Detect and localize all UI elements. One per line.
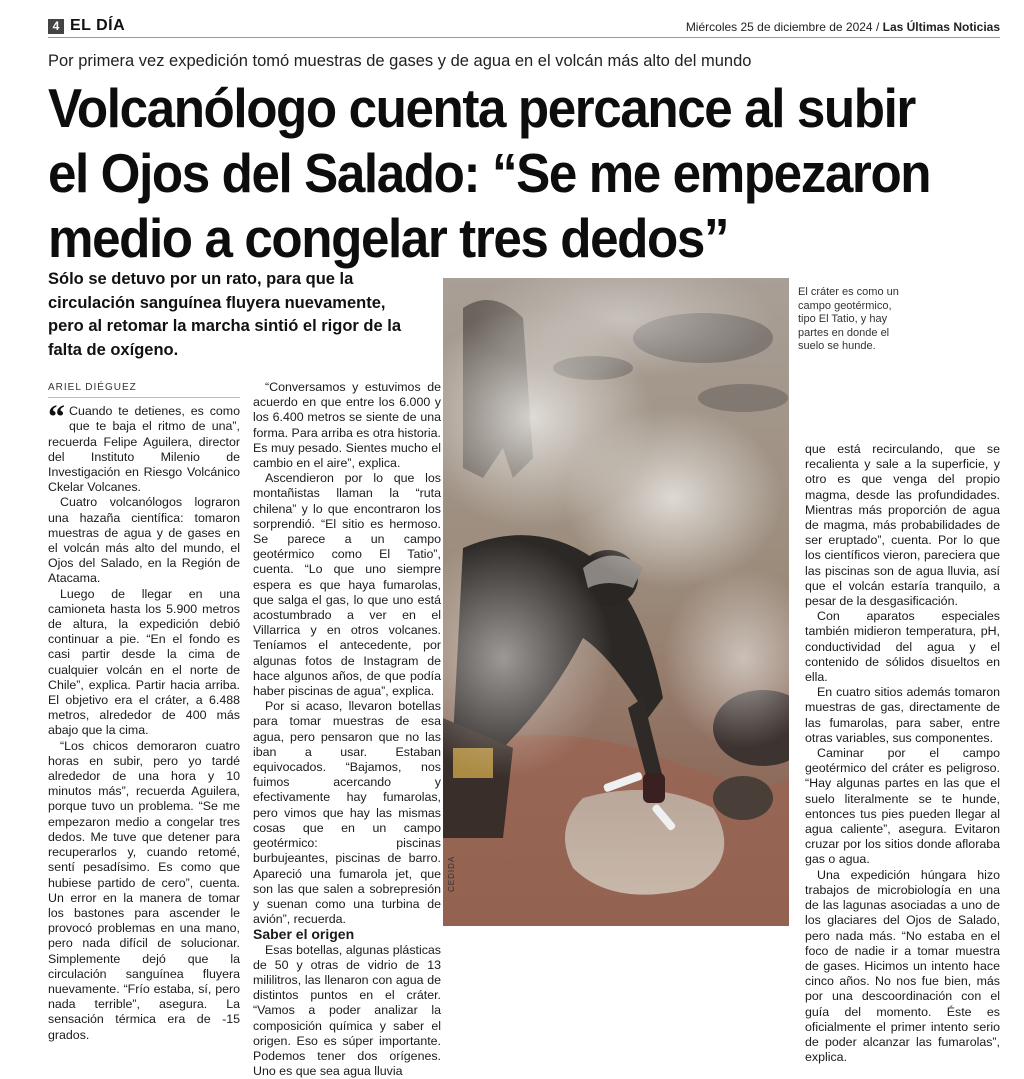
paragraph: Con aparatos especiales también midieron temperatura, pH, conductividad del agua y el contenido de sólidos disueltos en ella.	[805, 609, 1000, 685]
paragraph: Esas botellas, algunas plásticas de 50 y otras de vidrio de 13 mililitros, las llenaron con agua de distintos puntos en el cráter. “Vamos a poder analizar la composición química y saber el origen. Eso es súper importante. Podemos tener dos orígenes. Uno es que sea agua lluvia	[253, 942, 441, 1079]
section-title: EL DÍA	[70, 17, 126, 34]
volcano-crater-photo	[443, 278, 789, 926]
paragraph: Por si acaso, llevaron botellas para tomar muestras de esa agua, pero pensaron que no las iban a usar. Estaban equivocados. “Bajamos, nos fuimos acercando y efectivamente hay fumarolas, pero vimos que hay las mismas cosas que en un campo geotérmico: piscinas burbujeantes, piscinas de barro. Apareció una fumarola jet, que son las que salen a sobrepresión y suenan como una turbina de avión”, recuerda.	[253, 699, 441, 927]
paragraph: En cuatro sitios además tomaron muestras de gas, directamente de las fumarolas, para saber, entre otras variables, sus componentes.	[805, 685, 1000, 745]
dateline-separator: /	[875, 20, 880, 34]
paragraph: Luego de llegar en una camioneta hasta los 5.900 metros de altura, la expedición debió continuar a pie. “En el fondo es casi partir desde la cima de cualquier volcán en el norte de Chile”, explica. Partir hacia arriba. El objetivo era el cráter, a 6.488 metros, alrededor de 400 más abajo que la cima.	[48, 586, 240, 738]
publication-name: Las Últimas Noticias	[882, 20, 1000, 34]
headline-line: Volcanólogo cuenta percance al subir	[48, 77, 915, 139]
photo-credit: CEDIDA	[447, 855, 456, 892]
paragraph: Una expedición húngara hizo trabajos de microbiología en una de las lagunas asociadas a uno de los glaciares del Ojos de Salado, pero nada más. “No estaba en el foco de nadie ir a tomar muestra de gases. Hicimos un intento hace cinco años. No nos fue bien, más por una descoordinación con el guía del momento. Éste es oficialmente el primer intento serio de poder alcanzar las fumarolas”, explica.	[805, 867, 1000, 1065]
headline-line: medio a congelar tres dedos”	[48, 207, 729, 269]
kicker: Por primera vez expedición tomó muestras de gases y de agua en el volcán más alto del mundo	[48, 52, 752, 70]
paragraph: Ascendieron por lo que los montañistas llaman la “ruta chilena” y lo que encontraron los sorprendió. “El sitio es hermoso. Se parece a un campo geotérmico como El Tatio”, cuenta. “Lo que uno siempre espera es que haya fumarolas, que salga el gas, lo que uno está acostumbrado a ver en el Villarrica y en otros volcanes. Teníamos el antecedente, por algunas fotos de Instagram de hace algunos años, de que podía haber piscinas de agua”, explica.	[253, 471, 441, 699]
dateline	[686, 20, 1000, 34]
page-header	[48, 18, 1000, 36]
paragraph: “ Cuando te detienes, es como que te baja el ritmo de una”, recuerda Felipe Aguilera, director del Instituto Milenio de Investigación en Riesgo Volcánico Ckelar Volcanes.	[48, 399, 240, 495]
paragraph: “Los chicos demoraron cuatro horas en subir, pero yo tardé alrededor de una hora y 10 minutos más”, recuerda Aguilera, porque tuvo un problema. “Se me empezaron medio a congelar tres dedos. Me tuve que detener para recuperarlos y, cuando retomé, sentí pesadísimo. Es como que hubiese partido de cero”, cuenta. Un error en la manera de tomar los bastones para ascender le provocó problemas en una mano, pero nada difícil de solucionar. Simplemente dejó que la circulación sanguínea fluyera nuevamente. “Frío estaba, sí, pero nada terrible”, asegura. La sensación térmica era de -15 grados.	[48, 738, 240, 1042]
article-column-1	[48, 380, 240, 1043]
headline-line: el Ojos del Salado: “Se me empezaron	[48, 142, 931, 204]
deck: Sólo se detuvo por un rato, para que la circulación sanguínea fluyera nuevamente, pero al retomar la marcha sintió el rigor de la falta de oxígeno.	[48, 270, 402, 359]
page-number: 4	[48, 19, 64, 34]
subhead: Saber el origen	[253, 926, 355, 943]
issue-date: Miércoles 25 de diciembre de 2024	[685, 20, 873, 34]
article-photo	[443, 278, 789, 926]
article-column-2	[253, 380, 441, 1079]
byline: ARIEL DIÉGUEZ	[48, 380, 240, 398]
article-column-3	[805, 442, 1000, 1065]
paragraph: Cuatro volcanólogos lograron una hazaña científica: tomaron muestras de agua y de gases en el volcán más alto del mundo, el Ojos del Salado, en la Región de Atacama.	[48, 495, 240, 586]
paragraph: que está recirculando, que se recalienta y sale a la superficie, y otro es que venga del propio magma, desde las profundidades. Mientras más proporción de agua de magma, más probabilidades de ser eruptado”, cuenta. Por lo que los científicos vieron, pareciera que las piscinas son de agua lluvia, así que el volcán estaría tranquilo, a pesar de la desgasificación.	[805, 442, 1000, 609]
paragraph: Caminar por el campo geotérmico del cráter es peligroso. “Hay algunas partes en las que el suelo literalmente se te hunde, entonces tus pies pueden llegar al agua caliente”, asegura. Evitaron cruzar por los sitios donde afloraba gas o agua.	[805, 746, 1000, 867]
open-quote-icon: “	[48, 399, 65, 437]
photo-caption: El cráter es como un campo geotérmico, tipo El Tatio, y hay partes en donde el suelo se hunde.	[798, 286, 899, 352]
headline	[48, 76, 941, 271]
paragraph: “Conversamos y estuvimos de acuerdo en que entre los 6.000 y los 6.400 metros se siente de una forma. Para arriba es otra historia. Es muy pesado. Sientes mucho el cambio en el aire”, explica.	[253, 380, 442, 471]
header-rule	[48, 37, 1000, 38]
